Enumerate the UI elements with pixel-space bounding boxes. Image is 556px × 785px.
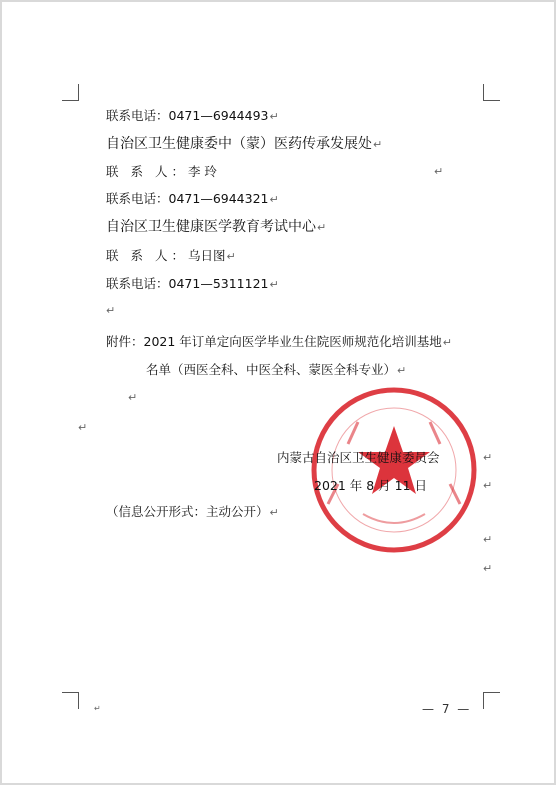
- disclosure-line: [106, 502, 279, 520]
- attachment-text: 附件：2021 年订单定向医学毕业生住院医师规范化培训基地: [106, 334, 442, 349]
- issuer-name: 内蒙古自治区卫生健康委员会: [277, 450, 440, 465]
- paragraph-mark: ↵: [483, 562, 493, 575]
- contact-person-line: [106, 162, 217, 180]
- paragraph-mark: ↵: [269, 506, 279, 519]
- contact-phone-line: [106, 274, 279, 292]
- paragraph-mark: ↵: [317, 221, 327, 234]
- paragraph-mark: ↵: [269, 278, 279, 291]
- paragraph-mark: ↵: [483, 451, 493, 464]
- person-label: 联 系 人：: [106, 164, 188, 179]
- margin-corner-top-left: [62, 84, 79, 101]
- phone-label: 联系电话：: [106, 276, 169, 291]
- paragraph-mark: ↵: [442, 336, 453, 349]
- paragraph-mark: ↵: [269, 193, 279, 206]
- issue-date: 2021 年 8 月 11 日: [314, 478, 428, 493]
- paragraph-mark: ↵: [128, 391, 138, 404]
- page-number: — 7 —: [422, 702, 472, 716]
- attachment-line-2: [146, 360, 406, 378]
- paragraph-mark: ↵: [269, 110, 279, 123]
- phone-number: 0471—5311121: [168, 276, 269, 291]
- contact-phone-line: [106, 106, 279, 124]
- margin-corner-top-right: [483, 84, 500, 101]
- person-name: 李 玲: [187, 164, 217, 179]
- org-line: [106, 133, 382, 153]
- phone-label: 联系电话：: [106, 108, 169, 123]
- phone-label: 联系电话：: [106, 191, 169, 206]
- paragraph-mark: ↵: [78, 421, 88, 434]
- attachment-line-1: [106, 332, 452, 350]
- org-line: [106, 216, 326, 236]
- date-line: [314, 476, 427, 494]
- issuer-line: [277, 448, 440, 466]
- paragraph-mark: ↵: [434, 165, 444, 178]
- paragraph-mark: ↵: [106, 304, 116, 317]
- contact-phone-line: [106, 189, 279, 207]
- org-name: 自治区卫生健康医学教育考试中心: [106, 219, 316, 235]
- paragraph-mark: ↵: [483, 533, 493, 546]
- paragraph-mark: ↵: [397, 364, 407, 377]
- phone-number: 0471—6944493: [168, 108, 269, 123]
- contact-person-line: [106, 246, 236, 264]
- margin-corner-bottom-left: [62, 692, 79, 709]
- org-name: 自治区卫生健康委中（蒙）医药传承发展处: [106, 136, 372, 152]
- paragraph-mark: ↵: [373, 138, 383, 151]
- disclosure-text: （信息公开形式：主动公开）: [106, 504, 269, 519]
- margin-corner-bottom-right: [483, 692, 500, 709]
- paragraph-mark: ↵: [483, 479, 493, 492]
- paragraph-mark: ↵: [94, 704, 101, 713]
- person-label: 联 系 人：: [106, 248, 188, 263]
- official-seal: [308, 384, 480, 556]
- person-name: 乌日图: [187, 248, 226, 263]
- attachment-text: 名单（西医全科、中医全科、蒙医全科专业）: [146, 362, 397, 377]
- paragraph-mark: ↵: [226, 250, 236, 263]
- phone-number: 0471—6944321: [168, 191, 269, 206]
